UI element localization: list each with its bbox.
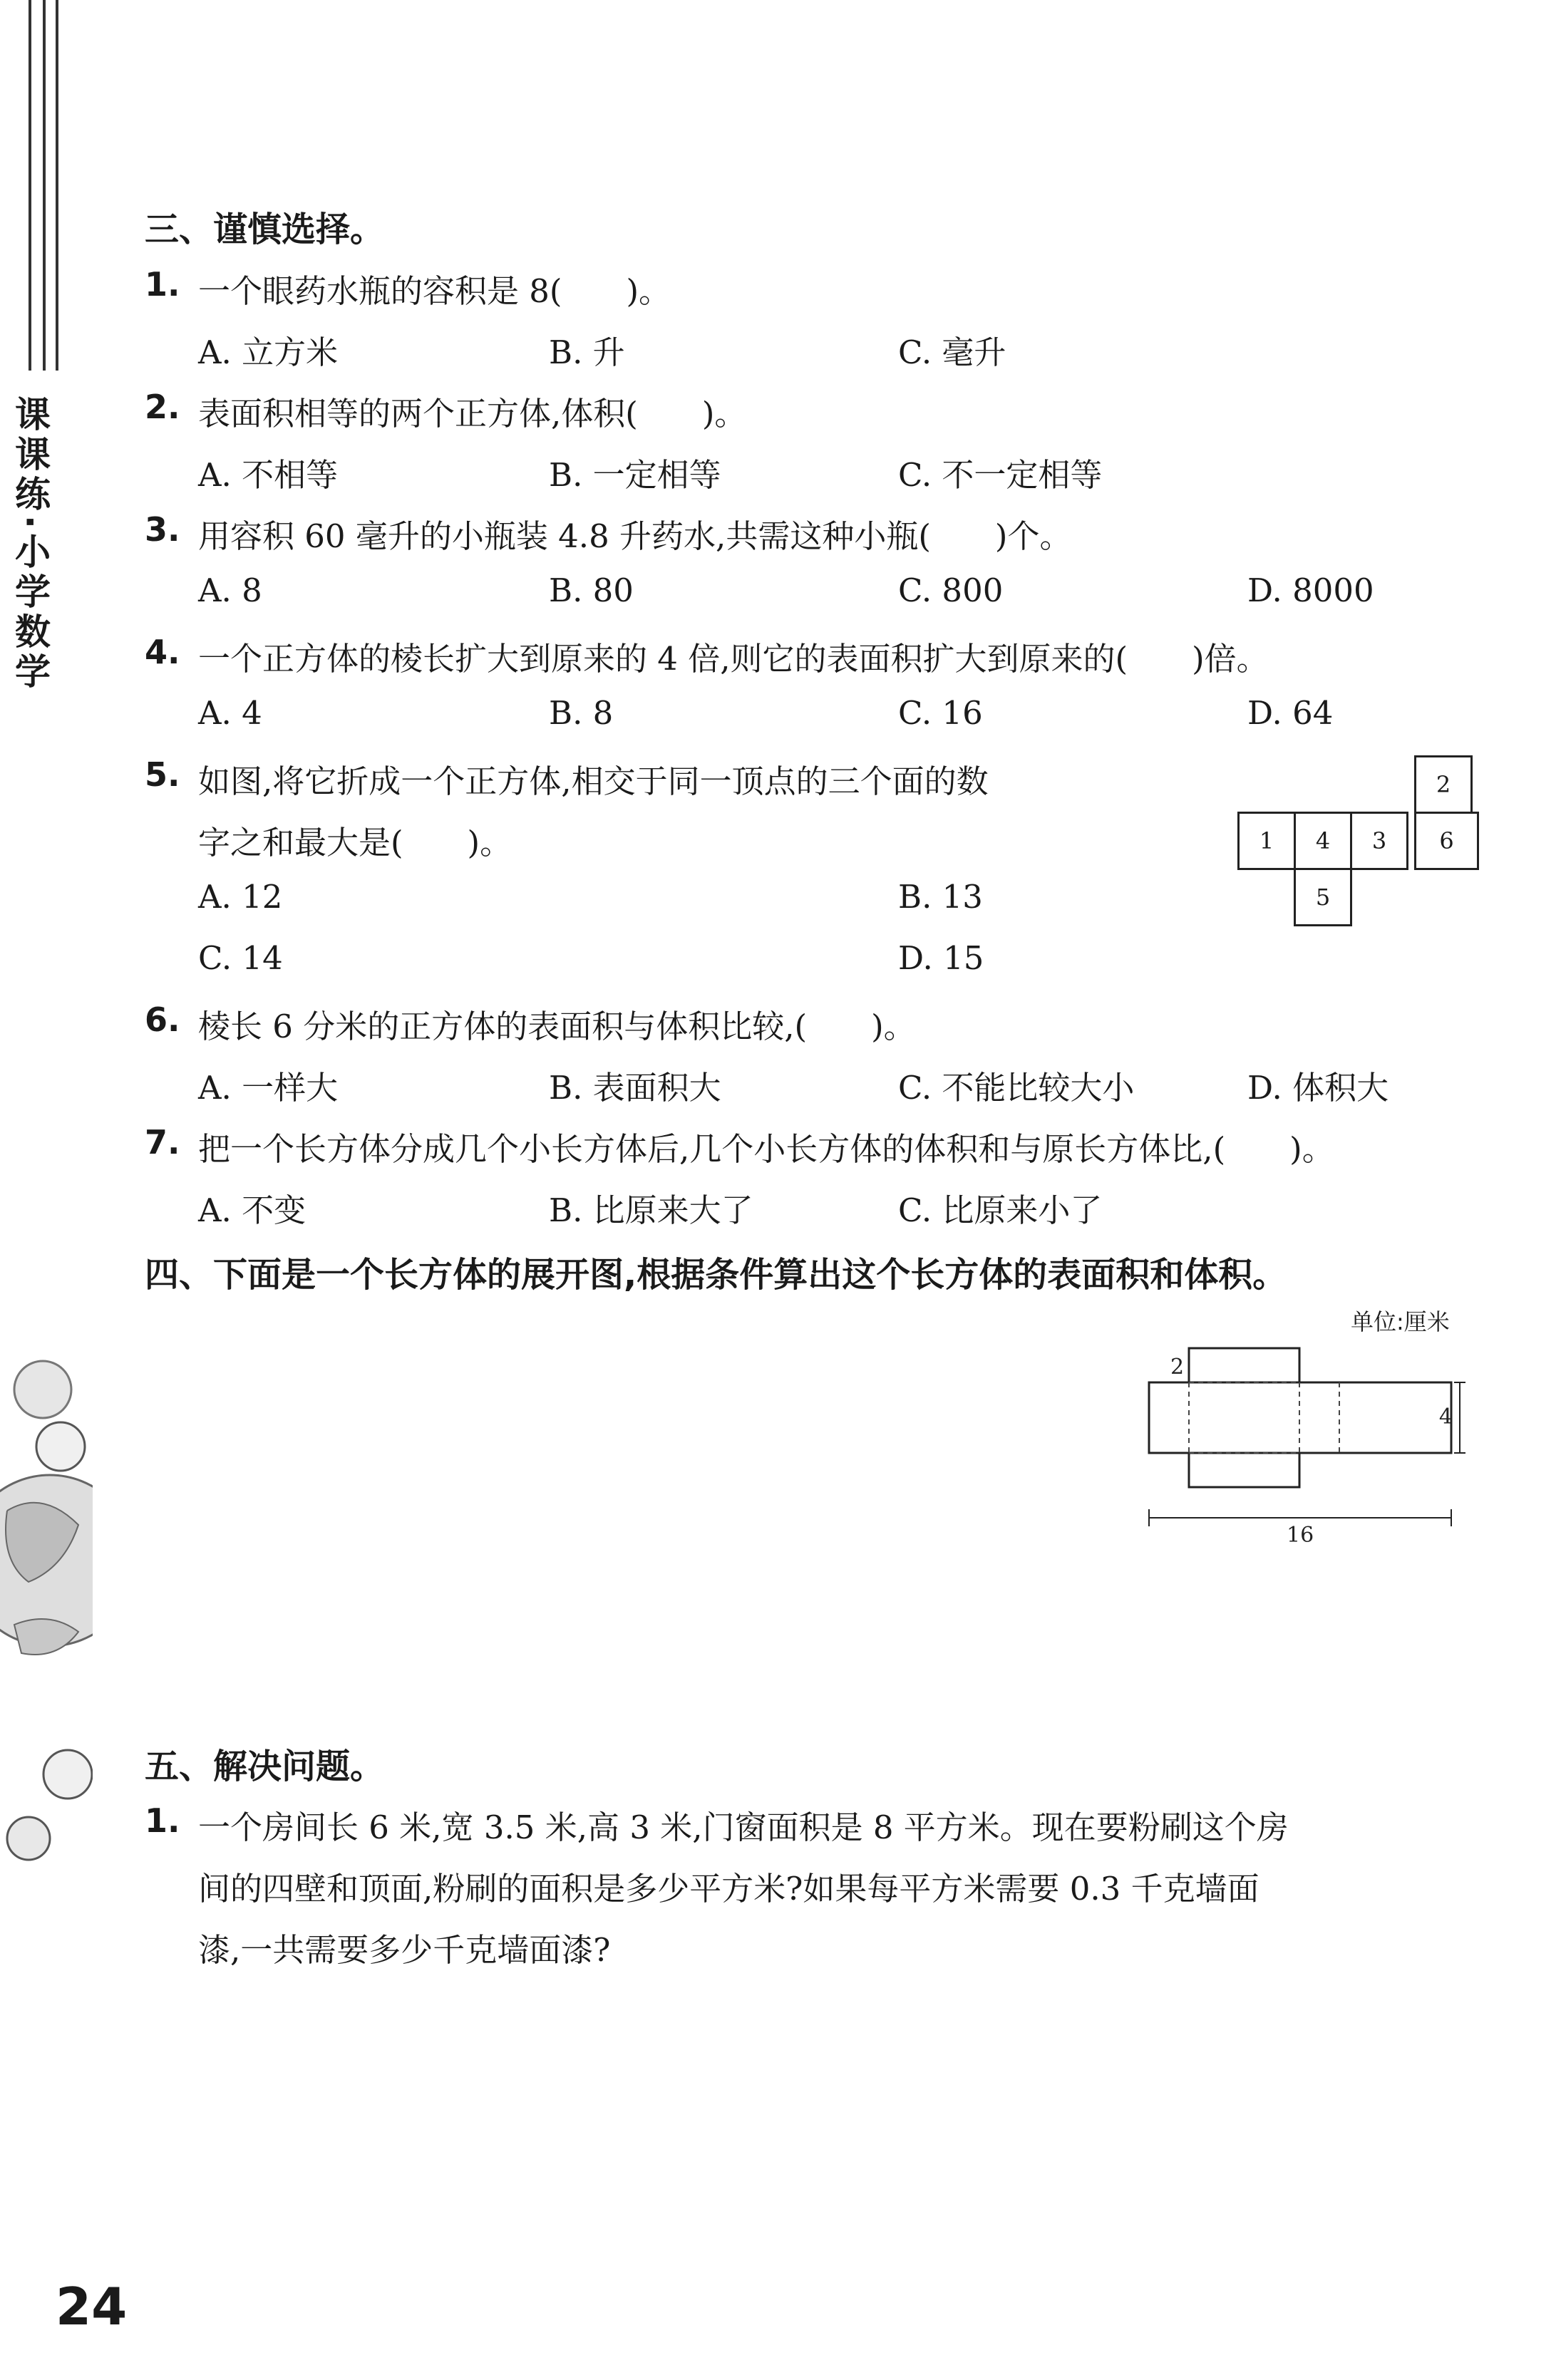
margin-rule bbox=[29, 0, 31, 371]
margin-rule bbox=[56, 0, 58, 371]
option-a: A. 不相等 bbox=[198, 456, 339, 494]
option-a: A. 不变 bbox=[198, 1191, 306, 1229]
question-text: 表面积相等的两个正方体,体积( )。 bbox=[198, 395, 747, 433]
question-number: 7. bbox=[145, 1123, 180, 1161]
option-a: A. 立方米 bbox=[198, 333, 339, 371]
option-d: D. 15 bbox=[898, 939, 984, 977]
net-face: 6 bbox=[1414, 812, 1479, 870]
book-series-title: 课课练·小学数学 bbox=[9, 395, 51, 693]
question-text: 棱长 6 分米的正方体的表面积与体积比较,( )。 bbox=[198, 1008, 916, 1045]
option-b: B. 升 bbox=[549, 333, 625, 371]
option-c: C. 比原来小了 bbox=[898, 1191, 1103, 1229]
option-a: A. 一样大 bbox=[198, 1069, 339, 1107]
cuboid-net-diagram bbox=[1140, 1340, 1468, 1553]
question-number: 2. bbox=[145, 388, 180, 426]
net-face-top bbox=[1189, 1348, 1299, 1382]
option-d: D. 8000 bbox=[1247, 571, 1374, 609]
option-b: B. 80 bbox=[549, 571, 634, 609]
kids-globe-illustration bbox=[0, 1325, 93, 1895]
question-number: 1. bbox=[145, 1801, 180, 1840]
question-text: 把一个长方体分成几个小长方体后,几个小长方体的体积和与原长方体比,( )。 bbox=[198, 1130, 1334, 1168]
option-b: B. 8 bbox=[549, 694, 614, 732]
option-c: C. 毫升 bbox=[898, 333, 1006, 371]
problem-text-line1: 一个房间长 6 米,宽 3.5 米,高 3 米,门窗面积是 8 平方米。现在要粉刷这个房 bbox=[198, 1809, 1289, 1846]
problem-text-line2: 间的四壁和顶面,粉刷的面积是多少平方米?如果每平方米需要 0.3 千克墙面 bbox=[198, 1870, 1259, 1908]
option-c: C. 800 bbox=[898, 571, 1004, 609]
option-a: A. 8 bbox=[198, 571, 262, 609]
unit-label: 单位:厘米 bbox=[1351, 1308, 1450, 1335]
page-number: 24 bbox=[56, 2277, 128, 2337]
option-b: B. 一定相等 bbox=[549, 456, 721, 494]
option-d: D. 体积大 bbox=[1247, 1069, 1389, 1107]
dim-height-label: 4 bbox=[1438, 1404, 1453, 1429]
net-face: 3 bbox=[1350, 812, 1408, 870]
question-text: 一个眼药水瓶的容积是 8( )。 bbox=[198, 272, 671, 310]
option-b: B. 13 bbox=[898, 878, 983, 916]
net-face: 1 bbox=[1237, 812, 1296, 870]
section-heading-choice: 三、谨慎选择。 bbox=[145, 209, 385, 249]
net-face-bottom: 5 bbox=[1294, 868, 1352, 926]
net-face-top: 2 bbox=[1414, 755, 1473, 814]
option-d: D. 64 bbox=[1247, 694, 1334, 732]
question-text: 一个正方体的棱长扩大到原来的 4 倍,则它的表面积扩大到原来的( )倍。 bbox=[198, 640, 1269, 678]
option-a: A. 4 bbox=[198, 694, 262, 732]
margin-rule bbox=[43, 0, 46, 371]
option-a: A. 12 bbox=[198, 878, 283, 916]
option-c: C. 不一定相等 bbox=[898, 456, 1103, 494]
question-text-line1: 如图,将它折成一个正方体,相交于同一顶点的三个面的数 bbox=[198, 762, 989, 800]
question-number: 6. bbox=[145, 1000, 180, 1039]
question-number: 1. bbox=[145, 265, 180, 304]
option-b: B. 比原来大了 bbox=[549, 1191, 753, 1229]
section-heading-problems: 五、解决问题。 bbox=[145, 1747, 385, 1786]
dim-width-label: 2 bbox=[1170, 1355, 1185, 1380]
question-number: 3. bbox=[145, 510, 180, 549]
section-heading-net: 四、下面是一个长方体的展开图,根据条件算出这个长方体的表面积和体积。 bbox=[145, 1255, 1287, 1295]
option-c: C. 14 bbox=[198, 939, 283, 977]
net-face: 4 bbox=[1294, 812, 1352, 870]
dim-length-label: 16 bbox=[1287, 1523, 1314, 1548]
question-number: 4. bbox=[145, 633, 180, 671]
option-b: B. 表面积大 bbox=[549, 1069, 721, 1107]
option-c: C. 16 bbox=[898, 694, 983, 732]
option-c: C. 不能比较大小 bbox=[898, 1069, 1135, 1107]
question-number: 5. bbox=[145, 755, 180, 794]
question-text-line2: 字之和最大是( )。 bbox=[198, 824, 512, 862]
problem-text-line3: 漆,一共需要多少千克墙面漆? bbox=[198, 1931, 611, 1969]
net-face-bottom bbox=[1189, 1453, 1299, 1487]
question-text: 用容积 60 毫升的小瓶装 4.8 升药水,共需这种小瓶( )个。 bbox=[198, 517, 1072, 555]
